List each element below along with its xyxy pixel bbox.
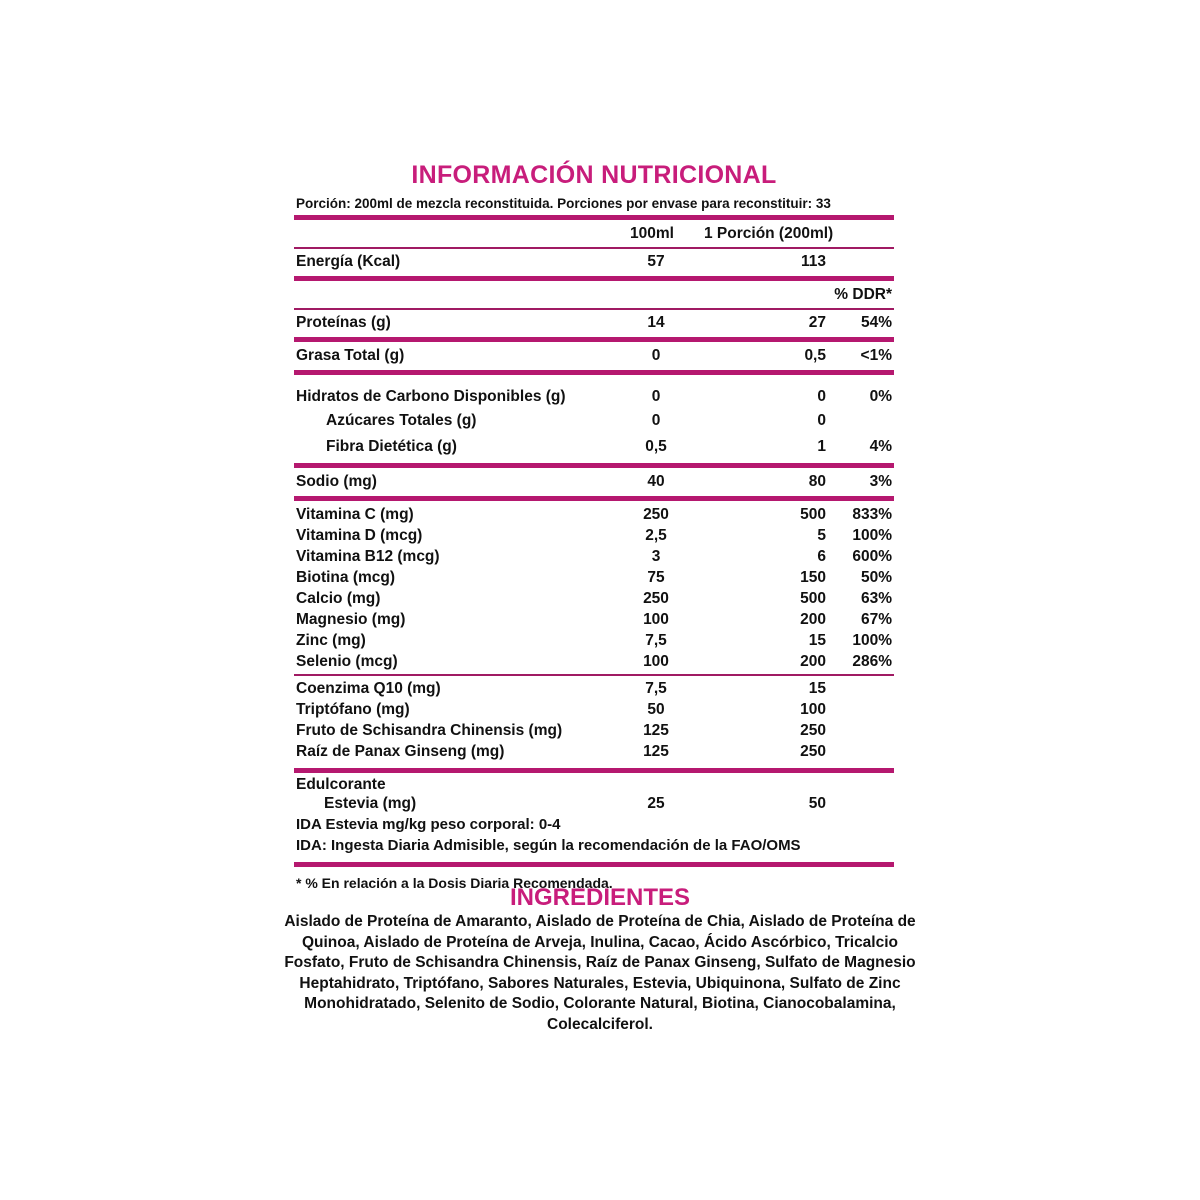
value-ddr: 50% xyxy=(860,568,892,586)
value-portion: 113 xyxy=(800,253,826,270)
ingredients-text: Aislado de Proteína de Amaranto, Aislado de Proteína de Chia, Aislado de Proteína de Quinoa, Aislado de Proteína de Arveja, Inulina, Cacao, Ácido Ascórbico, Tricalcio Fosfato, Fruto de Schisandra Chinensis, Raíz de Panax Ginseng, Sulfato de Magnesio Heptahidrato, Triptófano, Sabores Naturales, Estevia, Ubiquinona, Sulfato de Zinc Monohidratado, Selenito de Sodio, Colorante Natural, Biotina, Cianocobalamina, Colecalciferol. xyxy=(284,913,916,1033)
vitamin-row xyxy=(294,651,894,672)
nutrition-panel xyxy=(294,160,894,891)
divider xyxy=(294,862,894,867)
value-portion: 500 xyxy=(800,505,826,523)
value-100ml: 125 xyxy=(643,742,669,760)
header-ddr: % DDR* xyxy=(834,286,892,303)
value-portion: 50 xyxy=(808,795,826,812)
divider xyxy=(294,247,894,249)
value-ddr: 600% xyxy=(852,547,892,565)
value-100ml: 100 xyxy=(643,610,669,628)
fiber-row xyxy=(294,434,894,460)
divider xyxy=(294,215,894,220)
nutrient-name: Triptófano (mg) xyxy=(296,700,410,718)
value-portion: 1 xyxy=(817,438,826,455)
nutrient-name: Grasa Total (g) xyxy=(296,347,405,364)
nutrient-name: Sodio (mg) xyxy=(296,473,377,490)
value-100ml: 0 xyxy=(651,388,661,405)
nutrient-name: Selenio (mcg) xyxy=(296,652,398,670)
value-portion: 100 xyxy=(800,700,826,718)
value-portion: 15 xyxy=(808,679,826,697)
value-ddr: 3% xyxy=(869,473,892,490)
nutrient-name: Energía (Kcal) xyxy=(296,253,401,270)
divider xyxy=(294,370,894,375)
nutrient-name: Biotina (mcg) xyxy=(296,568,396,586)
value-100ml: 40 xyxy=(647,473,665,490)
value-portion: 500 xyxy=(800,589,826,607)
ingredients-title: INGREDIENTES xyxy=(509,884,691,911)
value-portion: 6 xyxy=(817,547,826,565)
portion-info: Porción: 200ml de mezcla reconstituida. Porciones por envase para reconstituir: 33 xyxy=(296,196,831,211)
sodium-row xyxy=(294,471,894,493)
value-portion: 0,5 xyxy=(804,347,826,364)
nutrient-name: Fruto de Schisandra Chinensis (mg) xyxy=(296,721,563,739)
column-headers xyxy=(294,223,894,245)
value-ddr: 54% xyxy=(860,314,892,331)
header-100ml: 100ml xyxy=(630,225,674,242)
footnote: * % En relación a la Dosis Diaria Recomendada. xyxy=(296,875,613,891)
nutrient-name: Proteínas (g) xyxy=(296,314,391,331)
carbs-row xyxy=(294,386,894,408)
value-ddr: 100% xyxy=(852,631,892,649)
value-100ml: 25 xyxy=(647,795,665,812)
value-ddr: 4% xyxy=(869,438,892,455)
sweetener-label: Edulcorante xyxy=(296,776,386,793)
value-portion: 250 xyxy=(800,742,826,760)
value-ddr: 833% xyxy=(852,505,892,523)
vitamins-list xyxy=(294,504,894,672)
sugars-row xyxy=(294,408,894,434)
ida-note: IDA Estevia mg/kg peso corporal: 0-4 xyxy=(296,816,561,833)
vitamin-row xyxy=(294,525,894,546)
ida-definition: IDA: Ingesta Diaria Admisible, según la recomendación de la FAO/OMS xyxy=(296,837,801,854)
nutrient-name: Azúcares Totales (g) xyxy=(326,412,477,429)
value-100ml: 14 xyxy=(647,314,665,331)
energy-row xyxy=(294,251,894,273)
nutrient-name: Estevia (mg) xyxy=(324,795,417,812)
others-list xyxy=(294,678,894,762)
nutrition-title: INFORMACIÓN NUTRICIONAL xyxy=(411,161,777,189)
divider xyxy=(294,496,894,501)
divider xyxy=(294,463,894,468)
value-100ml: 0 xyxy=(651,347,661,364)
value-100ml: 50 xyxy=(647,700,665,718)
value-ddr: 286% xyxy=(852,652,892,670)
vitamin-row xyxy=(294,630,894,651)
vitamin-row xyxy=(294,567,894,588)
nutrient-name: Magnesio (mg) xyxy=(296,610,406,628)
value-portion: 0 xyxy=(817,412,826,429)
value-portion: 15 xyxy=(808,631,826,649)
value-100ml: 57 xyxy=(647,253,665,270)
divider xyxy=(294,276,894,281)
value-100ml: 100 xyxy=(643,652,669,670)
value-portion: 80 xyxy=(808,473,826,490)
divider xyxy=(294,337,894,342)
value-100ml: 125 xyxy=(643,721,669,739)
other-row xyxy=(294,678,894,699)
nutrient-name: Fibra Dietética (g) xyxy=(326,438,457,455)
nutrient-name: Vitamina D (mcg) xyxy=(296,526,423,544)
value-100ml: 7,5 xyxy=(645,679,667,697)
value-portion: 200 xyxy=(800,610,826,628)
header-portion: 1 Porción (200ml) xyxy=(704,225,834,242)
proteins-row xyxy=(294,312,894,334)
divider xyxy=(294,308,894,310)
value-portion: 150 xyxy=(800,568,826,586)
vitamin-row xyxy=(294,546,894,567)
value-100ml: 0 xyxy=(651,412,661,429)
other-row xyxy=(294,720,894,741)
value-100ml: 7,5 xyxy=(645,631,667,649)
value-portion: 250 xyxy=(800,721,826,739)
value-ddr: 63% xyxy=(860,589,892,607)
other-row xyxy=(294,741,894,762)
vitamin-row xyxy=(294,588,894,609)
value-portion: 0 xyxy=(817,388,826,405)
value-100ml: 250 xyxy=(643,505,669,523)
other-row xyxy=(294,699,894,720)
ddr-header-row xyxy=(294,284,894,306)
value-100ml: 3 xyxy=(651,547,661,565)
nutrient-name: Vitamina C (mg) xyxy=(296,505,414,523)
value-100ml: 2,5 xyxy=(645,526,667,544)
divider xyxy=(294,674,894,676)
value-portion: 200 xyxy=(800,652,826,670)
value-ddr: <1% xyxy=(860,347,892,364)
vitamin-row xyxy=(294,609,894,630)
nutrient-name: Raíz de Panax Ginseng (mg) xyxy=(296,742,505,760)
vitamin-row xyxy=(294,504,894,525)
divider xyxy=(294,768,894,773)
fat-row xyxy=(294,345,894,367)
sweetener-label-row xyxy=(294,776,894,794)
nutrient-name: Coenzima Q10 (mg) xyxy=(296,679,441,697)
nutrient-name: Zinc (mg) xyxy=(296,631,366,649)
value-100ml: 250 xyxy=(643,589,669,607)
nutrient-name: Vitamina B12 (mcg) xyxy=(296,547,440,565)
sweetener-row xyxy=(294,794,894,814)
value-ddr: 67% xyxy=(860,610,892,628)
value-100ml: 75 xyxy=(647,568,665,586)
nutrient-name: Calcio (mg) xyxy=(296,589,381,607)
value-100ml: 0,5 xyxy=(645,438,667,455)
value-portion: 27 xyxy=(808,314,826,331)
value-ddr: 0% xyxy=(869,388,892,405)
nutrient-name: Hidratos de Carbono Disponibles (g) xyxy=(296,388,566,405)
value-ddr: 100% xyxy=(852,526,892,544)
value-portion: 5 xyxy=(817,526,826,544)
